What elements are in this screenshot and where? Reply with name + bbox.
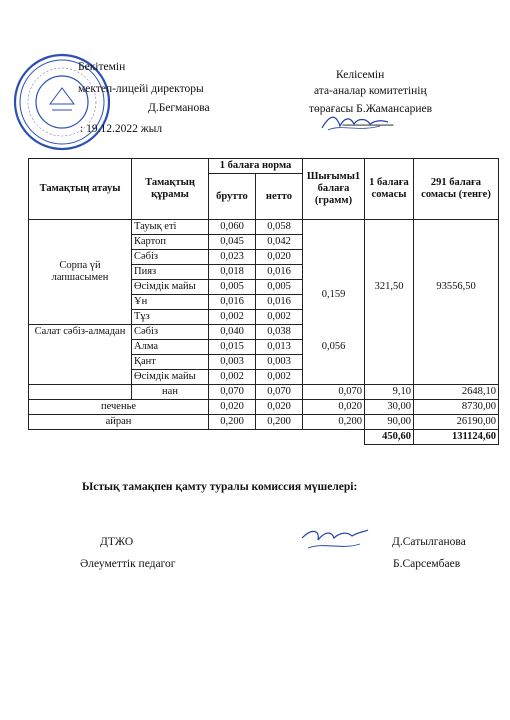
member1-role: ДТЖО: [100, 536, 134, 548]
total-price291: 131124,60: [414, 430, 499, 445]
committee-chair: төрағасы Б.Жамансариев: [309, 103, 433, 115]
member1-signature: [298, 524, 370, 554]
bread-name: нан: [132, 385, 209, 400]
ingredient-net: 0,013: [256, 340, 303, 355]
bread-empty-cell: [29, 385, 132, 400]
cookie-net: 0,020: [256, 400, 303, 415]
ayran-yield: 0,200: [303, 415, 365, 430]
committee-position: ата-аналар комитетінің: [314, 85, 427, 97]
total-spacer: [29, 430, 365, 445]
ingredient-net: 0,003: [256, 355, 303, 370]
ingredient-gross: 0,016: [209, 295, 256, 310]
ingredient-net: 0,002: [256, 310, 303, 325]
dish1-name: Сорпа үй лапшасымен: [29, 220, 132, 325]
header-price291: 291 балаға сомасы (тенге): [414, 159, 499, 220]
ingredient-net: 0,002: [256, 370, 303, 385]
ingredient-gross: 0,023: [209, 250, 256, 265]
ingredient-name: Тұз: [132, 310, 209, 325]
ingredient-name: Тауық еті: [132, 220, 209, 235]
member1-name: Д.Сатылганова: [392, 536, 466, 548]
ayran-price291: 26190,00: [414, 415, 499, 430]
ingredient-net: 0,042: [256, 235, 303, 250]
member2-name: Б.Сарсембаев: [393, 558, 461, 570]
commission-title: Ыстық тамақпен қамту туралы комиссия мүшелері:: [82, 481, 358, 493]
ayran-price1: 90,00: [365, 415, 414, 430]
cookie-name: печенье: [29, 400, 209, 415]
header-composition: Тамақтың құрамы: [132, 159, 209, 220]
signature-line: ------------------: [342, 119, 393, 131]
bread-net: 0,070: [256, 385, 303, 400]
header-name: Тамақтың атауы: [29, 159, 132, 220]
ingredient-net: 0,005: [256, 280, 303, 295]
ingredient-name: Сәбіз: [132, 250, 209, 265]
ingredient-gross: 0,005: [209, 280, 256, 295]
ingredient-gross: 0,002: [209, 310, 256, 325]
dish-price1: [365, 220, 414, 385]
ingredient-name: Өсімдік майы: [132, 280, 209, 295]
approval-date: : 19.12.2022 жыл: [80, 123, 163, 135]
ingredient-net: 0,058: [256, 220, 303, 235]
director-name: Д.Бегманова: [148, 102, 210, 114]
chair-signature: [320, 110, 390, 134]
dish1-yield: [303, 220, 365, 385]
ayran-gross: 0,200: [209, 415, 256, 430]
member2-role: Әлеуметтік педагог: [80, 558, 176, 570]
ingredient-gross: 0,015: [209, 340, 256, 355]
dish-price291: [414, 220, 499, 385]
ingredient-name: Қант: [132, 355, 209, 370]
approve-label: Бекітемін: [78, 61, 126, 73]
dish1-yield-value: 0,159: [321, 289, 346, 300]
ingredient-gross: 0,045: [209, 235, 256, 250]
bread-yield: 0,070: [303, 385, 365, 400]
ingredient-name: Өсімдік майы: [132, 370, 209, 385]
menu-table: [28, 158, 499, 445]
director-position: мектеп-лицейі директоры: [78, 83, 204, 95]
ingredient-gross: 0,002: [209, 370, 256, 385]
cookie-gross: 0,020: [209, 400, 256, 415]
header-price1: 1 балаға сомасы: [365, 159, 414, 220]
ingredient-gross: 0,003: [209, 355, 256, 370]
bread-price1: 9,10: [365, 385, 414, 400]
ingredient-gross: 0,060: [209, 220, 256, 235]
ingredient-gross: 0,018: [209, 265, 256, 280]
dish2-name: Салат сәбіз-алмадан: [29, 325, 132, 385]
ingredient-net: 0,016: [256, 295, 303, 310]
agree-label: Келісемін: [336, 69, 385, 81]
ingredient-net: 0,020: [256, 250, 303, 265]
ingredient-gross: 0,040: [209, 325, 256, 340]
header-net: нетто: [256, 174, 303, 220]
ingredient-name: Ұн: [132, 295, 209, 310]
header-yield: Шығымы1 балаға (грамм): [303, 159, 365, 220]
cookie-price291: 8730,00: [414, 400, 499, 415]
dish2-yield-value: 0,056: [321, 341, 346, 352]
ayran-net: 0,200: [256, 415, 303, 430]
bread-price291: 2648,10: [414, 385, 499, 400]
ingredient-name: Пияз: [132, 265, 209, 280]
cookie-yield: 0,020: [303, 400, 365, 415]
bread-gross: 0,070: [209, 385, 256, 400]
ingredient-name: Сәбіз: [132, 325, 209, 340]
ingredient-name: Алма: [132, 340, 209, 355]
total-price1: 450,60: [365, 430, 414, 445]
ayran-name: айран: [29, 415, 209, 430]
cookie-price1: 30,00: [365, 400, 414, 415]
ingredient-net: 0,016: [256, 265, 303, 280]
dish-price1-value: 321,50: [374, 281, 404, 292]
dish-price291-value: 93556,50: [436, 281, 476, 292]
ingredient-net: 0,038: [256, 325, 303, 340]
header-gross: брутто: [209, 174, 256, 220]
ingredient-name: Картоп: [132, 235, 209, 250]
header-norm: 1 балаға норма: [209, 159, 303, 174]
